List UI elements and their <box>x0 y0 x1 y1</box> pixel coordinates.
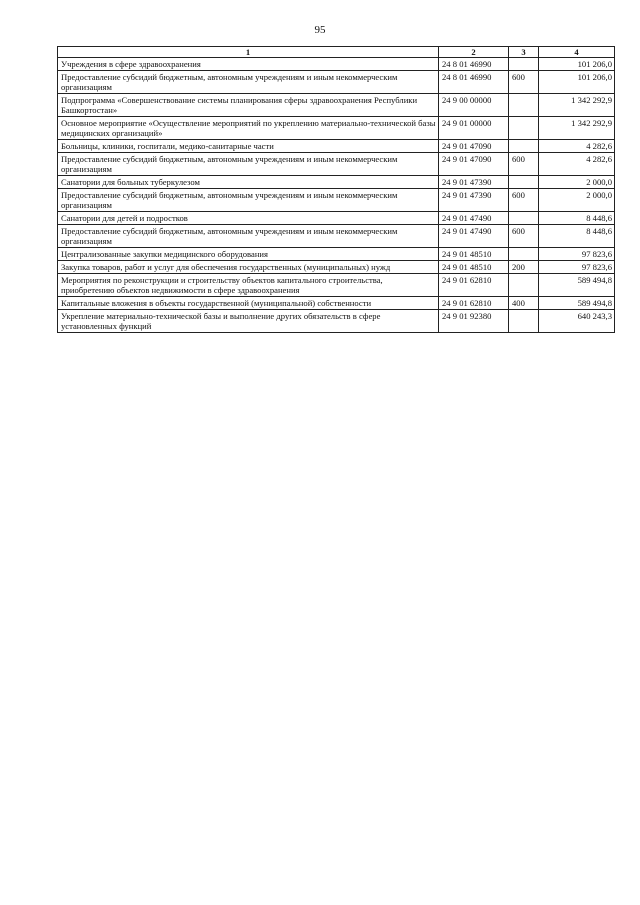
row-type: 200 <box>509 261 539 274</box>
table-row <box>58 261 615 274</box>
row-sum: 101 206,0 <box>539 58 615 71</box>
row-code: 24 9 01 48510 <box>439 248 509 261</box>
header-col-code: 2 <box>439 47 509 58</box>
row-type: 600 <box>509 189 539 212</box>
table-row <box>58 117 615 140</box>
table-row <box>58 248 615 261</box>
row-code: 24 9 01 48510 <box>439 261 509 274</box>
row-code: 24 8 01 46990 <box>439 58 509 71</box>
row-type <box>509 212 539 225</box>
row-code: 24 9 01 62810 <box>439 297 509 310</box>
header-col-sum: 4 <box>539 47 615 58</box>
row-sum: 4 282,6 <box>539 140 615 153</box>
row-type <box>509 94 539 117</box>
row-name: Учреждения в сфере здравоохранения <box>58 58 439 71</box>
row-name: Предоставление субсидий бюджетным, автономным учреждениям и иным некоммерческим организациям <box>58 153 439 176</box>
row-sum: 640 243,3 <box>539 310 615 333</box>
row-name: Больницы, клиники, госпитали, медико-санитарные части <box>58 140 439 153</box>
row-name: Мероприятия по реконструкции и строительству объектов капитального строительства, приобретению объектов недвижимости в сфере здравоохранения <box>58 274 439 297</box>
budget-table <box>57 46 615 333</box>
row-code: 24 9 01 47090 <box>439 140 509 153</box>
row-code: 24 9 01 62810 <box>439 274 509 297</box>
row-type <box>509 310 539 333</box>
row-name: Предоставление субсидий бюджетным, автономным учреждениям и иным некоммерческим организациям <box>58 225 439 248</box>
row-type: 600 <box>509 71 539 94</box>
row-sum: 2 000,0 <box>539 176 615 189</box>
row-sum: 1 342 292,9 <box>539 117 615 140</box>
page-number: 95 <box>314 24 326 36</box>
row-name: Санатории для детей и подростков <box>58 212 439 225</box>
row-type <box>509 140 539 153</box>
header-col-type: 3 <box>509 47 539 58</box>
table-row <box>58 153 615 176</box>
row-sum: 589 494,8 <box>539 297 615 310</box>
row-sum: 97 823,6 <box>539 248 615 261</box>
table-row <box>58 225 615 248</box>
row-name: Основное мероприятие «Осуществление мероприятий по укреплению материально-технической базы медицинских организаций» <box>58 117 439 140</box>
row-type <box>509 274 539 297</box>
table-header-row <box>58 47 615 58</box>
header-col-name: 1 <box>58 47 439 58</box>
row-type <box>509 248 539 261</box>
row-type <box>509 58 539 71</box>
row-sum: 2 000,0 <box>539 189 615 212</box>
table-row <box>58 212 615 225</box>
row-code: 24 9 01 47390 <box>439 176 509 189</box>
row-code: 24 8 01 46990 <box>439 71 509 94</box>
row-code: 24 9 01 00000 <box>439 117 509 140</box>
row-type: 400 <box>509 297 539 310</box>
row-sum: 101 206,0 <box>539 71 615 94</box>
table-row <box>58 176 615 189</box>
table-row <box>58 297 615 310</box>
row-name: Санатории для больных туберкулезом <box>58 176 439 189</box>
row-name: Капитальные вложения в объекты государственной (муниципальной) собственности <box>58 297 439 310</box>
row-name: Предоставление субсидий бюджетным, автономным учреждениям и иным некоммерческим организациям <box>58 71 439 94</box>
table-row <box>58 71 615 94</box>
table-row <box>58 94 615 117</box>
row-sum: 1 342 292,9 <box>539 94 615 117</box>
row-code: 24 9 01 47390 <box>439 189 509 212</box>
row-code: 24 9 01 47090 <box>439 153 509 176</box>
row-sum: 8 448,6 <box>539 225 615 248</box>
row-name: Укрепление материально-технической базы и выполнение других обязательств в сфере установленных функций <box>58 310 439 333</box>
row-type <box>509 176 539 189</box>
row-name: Закупка товаров, работ и услуг для обеспечения государственных (муниципальных) нужд <box>58 261 439 274</box>
row-sum: 8 448,6 <box>539 212 615 225</box>
row-code: 24 9 01 47490 <box>439 225 509 248</box>
row-type <box>509 117 539 140</box>
table-row <box>58 58 615 71</box>
table-row <box>58 274 615 297</box>
row-type: 600 <box>509 153 539 176</box>
row-name: Предоставление субсидий бюджетным, автономным учреждениям и иным некоммерческим организациям <box>58 189 439 212</box>
row-code: 24 9 01 92380 <box>439 310 509 333</box>
row-type: 600 <box>509 225 539 248</box>
row-name: Централизованные закупки медицинского оборудования <box>58 248 439 261</box>
table-row <box>58 189 615 212</box>
row-code: 24 9 00 00000 <box>439 94 509 117</box>
row-sum: 589 494,8 <box>539 274 615 297</box>
table-row <box>58 310 615 333</box>
row-code: 24 9 01 47490 <box>439 212 509 225</box>
row-sum: 4 282,6 <box>539 153 615 176</box>
row-sum: 97 823,6 <box>539 261 615 274</box>
row-name: Подпрограмма «Совершенствование системы планирования сферы здравоохранения Республики Башкортостан» <box>58 94 439 117</box>
table-row <box>58 140 615 153</box>
